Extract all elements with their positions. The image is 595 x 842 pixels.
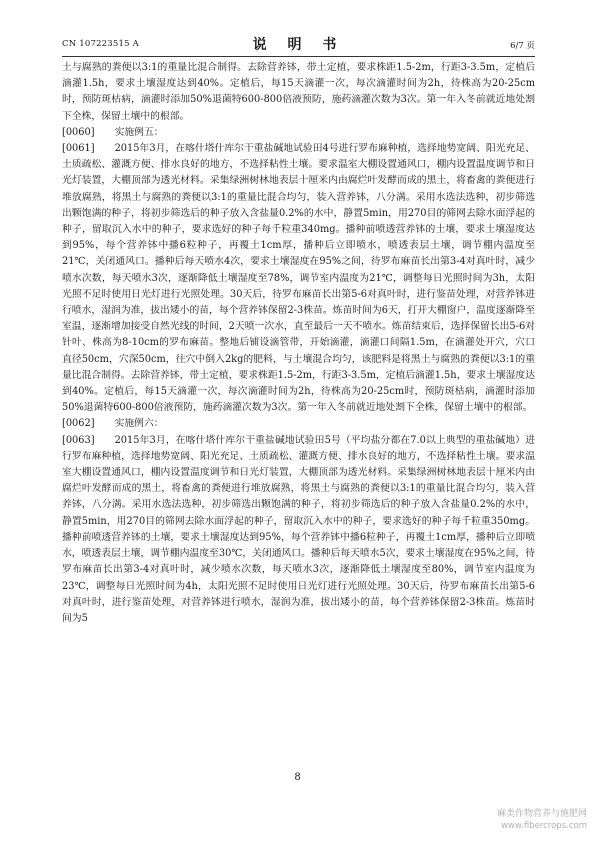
paragraph-number: [0062] — [62, 418, 95, 430]
paragraph-number: [0060] — [62, 126, 95, 138]
page-number: 8 — [294, 772, 301, 783]
paragraph-0062 — [62, 416, 535, 432]
paragraph-text: 土与腐熟的粪便以3:1的重量比混合制得。去除营养钵，带土定植，要求株距1.5-2m，行距3-3.5m，定植后滴灌1.5h，要求土壤湿度达到40%。定植后，每15天滴灌一次，每次滴灌时间为2h，待株高为20-25cm时，预防斑枯病，滴灌时添加50%退菌特600-800倍液预防，施药滴灌次数为3次。第一年入冬前就近地处割下全株，保留土壤中的根部。 — [62, 62, 535, 122]
site-watermark — [497, 808, 587, 832]
paragraph-0061 — [62, 141, 535, 416]
paragraph-number: [0061] — [62, 143, 95, 155]
paragraph-text: 实施例六： — [114, 418, 164, 430]
paragraph-continuation — [62, 60, 535, 125]
paragraph-text: 2015年3月，在喀什塔什库尔干重盐碱地试验田5号（平均盐分都在7.0以上典型的重盐碱地）进行罗布麻种植，选择地势宽阔、阳光充足、土质疏松、灌溉方便、排水良好的地方，不选择粘性土壤。要求温室大棚设置通风口，棚内设置温度调节和日光灯装置，大棚顶部为透光材料。采集绿洲树林地表层十厘米内由腐烂叶发酵而成的黑土，将畜禽的粪便进行堆放腐熟，将黑土与腐熟的粪便以3:1的重量比混合均匀，装入营养钵，八分满。采用水选法选种，初步筛选出颗饱满的种子，将初步筛选后的种子放入含盐量0.2%的水中，静置5min，用270目的筛网去除水面浮起的种子，留取沉入水中的种子，要求选好的种子每千粒重350mg。播种前喷透营养钵的土壤，要求土壤湿度达到95%，每个营养钵中播6粒种子，再覆土1cm厚，播种后立即喷水，喷透表层土壤，调节棚内温度至30℃，关闭通风口。播种后每天喷水5次，要求土壤湿度在95%之间，待罗布麻苗长出第3-4对真叶时，减少喷水次数，每天喷水3次，逐渐降低土壤湿度至80%，调节室内温度为23℃，调整每日光照时间为4h，太阳光照不足时使用日光灯进行光照处理。30天后，待罗布麻苗长出第5-6对真叶时，进行鉴苗处理，对营养钵进行喷水，湿润为准，拔出矮小的苗，每个营养钵保留2-3株苗。炼苗时间为5 — [62, 434, 535, 624]
document-title: 说 明 书 — [252, 37, 345, 53]
page-indicator: 6/7 页 — [510, 41, 535, 51]
page-header — [62, 34, 535, 54]
document-body — [62, 60, 535, 627]
watermark-site-name: 麻类作物营养与施肥网 — [496, 809, 587, 819]
paragraph-text: 2015年3月，在喀什塔什库尔干重盐碱地试验田4号进行罗布麻种植，选择地势宽阔、阳光充足、土质疏松、灌溉方便、排水良好的地方，不选择粘性土壤。要求温室大棚设置通风口，棚内设置温度调节和日光灯装置，大棚顶部为透光材料。采集绿洲树林地表层十厘米内由腐烂叶发酵而成的黑土，将畜禽的粪便进行堆放腐熟，将黑土与腐熟的粪便以3:1的重量比混合均匀，装入营养钵，八分满。采用水选法选种，初步筛选出颗饱满的种子，将初步筛选后的种子放入含盐量0.2%的水中，静置5min，用270目的筛网去除水面浮起的种子，留取沉入水中的种子，要求选好的种子每千粒重340mg。播种前喷透营养钵的土壤，要求土壤湿度达到95%，每个营养钵中播6粒种子，再覆土1cm厚，播种后立即喷水，喷透表层土壤，调节棚内温度至21℃，关闭通风口。播种后每天喷水4次，要求土壤湿度在95%之间，待罗布麻苗长出第3-4对真叶时，减少喷水次数，每天喷水3次，逐渐降低土壤湿度至78%，调节室内温度为21℃，调整每日光照时间为3h，太阳光照不足时使用日光灯进行光照处理。30天后，待罗布麻苗长出第5-6对真叶时，进行鉴苗处理，对营养钵进行喷水，湿润为准，拔出矮小的苗，每个营养钵保留2-3株苗。炼苗时间为6天，打开大棚窗户，温度逐渐降至室温，逐渐增加接受自然光线的时间，2天喷一次水，直至最后一天不喷水。炼苗结束后，选择保留长出5-6对针叶、株高为8-10cm的罗布麻苗。整地后铺设滴管带，开始滴灌，滴灌口间隔1.5m，在滴灌处开穴，穴口直径50cm，穴深50cm，往穴中倒入2kg的肥料，与土壤混合均匀，该肥料是将黑土与腐熟的粪便以3:1的重量比混合制得。去除营养钵，带土定植，要求株距1.5-2m，行距3-3.5m，定植后滴灌1.5h，要求土壤湿度达到40%。定植后，每15天滴灌一次，每次滴灌时间为2h，待株高为20-25cm时，预防斑枯病，滴灌时添加50%退菌特600-800倍液预防，施药滴灌次数为3次。第一年入冬前就近地处割下全株，保留土壤中的根部。 — [62, 143, 535, 414]
header-rule — [62, 56, 535, 57]
patent-number: CN 107223515 A — [62, 39, 139, 49]
paragraph-0063 — [62, 433, 535, 627]
watermark-url: www.fibercrops.com — [501, 821, 587, 831]
paragraph-number: [0063] — [62, 434, 95, 446]
paragraph-0060 — [62, 125, 535, 141]
paragraph-text: 实施例五： — [114, 126, 164, 138]
